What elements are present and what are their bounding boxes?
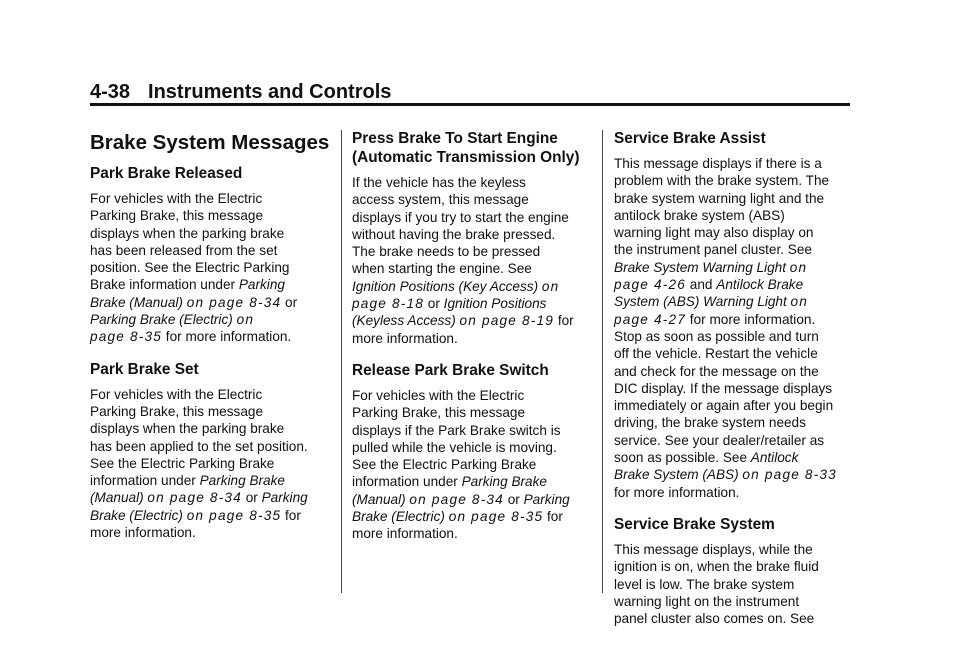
text-run: See the Electric Parking Brake xyxy=(352,457,537,473)
text-run: This message displays, while the xyxy=(614,541,813,557)
text-line xyxy=(614,610,854,627)
cross-reference: page 8-18 xyxy=(352,296,425,312)
text-line xyxy=(90,276,330,293)
text-run: when starting the engine. See xyxy=(352,261,532,277)
text-line xyxy=(614,345,854,362)
text-line xyxy=(614,466,854,483)
text-line xyxy=(90,311,330,328)
text-line xyxy=(614,207,854,224)
cross-reference: on xyxy=(236,312,255,328)
column-divider xyxy=(602,130,603,593)
text-line xyxy=(352,456,592,473)
text-line xyxy=(614,576,854,593)
text-line xyxy=(614,558,854,575)
text-line xyxy=(352,260,592,277)
text-line xyxy=(614,155,854,172)
text-line xyxy=(614,190,854,207)
text-run: information under xyxy=(352,474,462,490)
cross-reference: Brake System Warning Light xyxy=(614,259,790,275)
paragraph-release-park-brake-switch xyxy=(352,387,592,543)
paragraph-service-brake-system xyxy=(614,541,854,627)
text-run: for xyxy=(554,313,574,329)
text-line xyxy=(90,403,330,420)
text-run: for more information. xyxy=(162,329,292,345)
text-run: problem with the brake system. The xyxy=(614,173,830,189)
cross-reference: Antilock xyxy=(750,450,799,466)
text-line xyxy=(614,432,854,449)
text-run: or xyxy=(241,490,262,506)
paragraph-park-brake-released xyxy=(90,190,330,346)
text-line xyxy=(352,191,592,208)
text-run: Parking Brake, this message xyxy=(90,403,264,419)
text-run: access system, this message xyxy=(352,192,529,208)
text-line xyxy=(614,484,854,501)
cross-reference: Parking Brake xyxy=(199,473,285,489)
text-line xyxy=(614,259,854,276)
column-3 xyxy=(614,126,854,627)
cross-reference: on page 8-19 xyxy=(459,313,555,329)
text-line xyxy=(614,363,854,380)
text-line xyxy=(90,242,330,259)
text-run: more information. xyxy=(90,525,196,541)
text-line xyxy=(352,243,592,260)
text-run: for xyxy=(281,507,301,523)
heading-park-brake-released: Park Brake Released xyxy=(90,165,243,182)
text-line xyxy=(90,472,330,489)
paragraph-service-brake-assist xyxy=(614,155,854,501)
text-run: displays when the parking brake xyxy=(90,225,285,241)
text-run: or xyxy=(424,296,444,312)
cross-reference: on page 8-34 xyxy=(409,491,504,507)
cross-reference: on xyxy=(790,294,809,310)
heading-park-brake-set: Park Brake Set xyxy=(90,360,199,378)
cross-reference: Parking Brake xyxy=(461,474,547,490)
text-run: for more information. xyxy=(614,484,740,500)
text-run: has been applied to the set position. xyxy=(90,438,308,454)
text-line xyxy=(90,207,330,224)
text-line xyxy=(352,473,592,490)
text-line xyxy=(352,508,592,525)
text-run: level is low. The brake system xyxy=(614,576,795,592)
text-run: warning light on the instrument xyxy=(614,593,800,609)
text-line xyxy=(90,524,330,541)
text-line xyxy=(90,190,330,207)
text-line xyxy=(614,276,854,293)
header-rule xyxy=(90,103,850,106)
text-line xyxy=(352,226,592,243)
text-run: This message displays if there is a xyxy=(614,156,822,171)
text-run: pulled while the vehicle is moving. xyxy=(352,439,557,455)
text-line xyxy=(352,312,592,329)
text-run: for xyxy=(543,509,563,525)
text-run: service. See your dealer/retailer as xyxy=(614,432,825,448)
text-run: has been released from the set xyxy=(90,242,278,258)
cross-reference: (Keyless Access) xyxy=(352,313,460,329)
text-line xyxy=(352,491,592,508)
text-run: antilock brake system (ABS) xyxy=(614,207,785,223)
page-number: 4-38 xyxy=(90,81,131,103)
cross-reference: page 8-35 xyxy=(90,329,163,345)
text-run: off the vehicle. Restart the vehicle xyxy=(614,346,818,362)
text-run: without having the brake pressed. xyxy=(352,226,556,242)
text-line xyxy=(614,541,854,558)
text-run: For vehicles with the Electric xyxy=(90,191,263,206)
cross-reference: on xyxy=(541,278,560,294)
cross-reference: (Manual) xyxy=(352,491,410,507)
text-line xyxy=(90,386,330,403)
page-header xyxy=(90,80,391,104)
text-run: for more information. xyxy=(686,311,816,327)
text-run: See the Electric Parking Brake xyxy=(90,455,275,471)
text-run: panel cluster also comes on. See xyxy=(614,611,815,627)
paragraph-press-brake-to-start-engine xyxy=(352,174,592,347)
text-line xyxy=(352,422,592,439)
text-run: DIC display. If the message displays xyxy=(614,380,833,396)
cross-reference: Parking xyxy=(238,277,285,293)
text-run: For vehicles with the Electric xyxy=(352,387,525,403)
text-line xyxy=(614,397,854,414)
text-run: more information. xyxy=(352,526,458,542)
text-line xyxy=(352,209,592,226)
cross-reference: Brake System (ABS) xyxy=(614,467,743,483)
text-run: position. See the Electric Parking xyxy=(90,260,290,276)
text-run: immediately or again after you begin xyxy=(614,398,834,414)
text-run: information under xyxy=(90,473,200,489)
column-divider xyxy=(341,130,342,593)
text-line xyxy=(352,330,592,347)
text-line xyxy=(352,439,592,456)
text-line xyxy=(614,311,854,328)
cross-reference: System (ABS) Warning Light xyxy=(614,294,791,310)
text-line xyxy=(90,328,330,345)
text-line xyxy=(614,593,854,610)
text-run: If the vehicle has the keyless xyxy=(352,175,526,190)
cross-reference: Brake (Manual) xyxy=(90,294,187,310)
cross-reference: (Manual) xyxy=(90,490,148,506)
text-line xyxy=(352,174,592,191)
text-line xyxy=(90,507,330,524)
text-line xyxy=(352,387,592,404)
text-run: driving, the brake system needs xyxy=(614,415,806,431)
text-run: the instrument panel cluster. See xyxy=(614,242,812,258)
text-line xyxy=(614,224,854,241)
cross-reference: Ignition Positions (Key Access) xyxy=(352,278,542,294)
cross-reference: Parking xyxy=(261,490,308,506)
text-line xyxy=(90,294,330,311)
text-run: Parking Brake, this message xyxy=(90,208,264,224)
text-line xyxy=(352,278,592,295)
heading-line: (Automatic Transmission Only) xyxy=(352,149,580,166)
text-run: and xyxy=(686,277,717,293)
text-run: Parking Brake, this message xyxy=(352,405,526,421)
text-line xyxy=(614,328,854,345)
column-1 xyxy=(90,126,330,541)
text-line xyxy=(90,420,330,437)
cross-reference: on page 8-34 xyxy=(186,294,282,310)
text-line xyxy=(352,525,592,542)
heading-line: Press Brake To Start Engine xyxy=(352,130,558,147)
section-title: Brake System Messages xyxy=(90,131,330,154)
text-run: or xyxy=(281,294,298,310)
cross-reference: Parking xyxy=(523,491,570,507)
cross-reference: on page 8-34 xyxy=(147,490,242,506)
cross-reference: on xyxy=(789,259,808,275)
heading-service-brake-system: Service Brake System xyxy=(614,515,775,533)
chapter-title: Instruments and Controls xyxy=(148,81,392,103)
cross-reference: Ignition Positions xyxy=(443,296,547,312)
text-line xyxy=(90,259,330,276)
cross-reference: on page 8-35 xyxy=(448,509,544,525)
heading-service-brake-assist: Service Brake Assist xyxy=(614,130,766,147)
text-line xyxy=(90,225,330,242)
text-run: For vehicles with the Electric xyxy=(90,386,263,402)
text-line xyxy=(614,380,854,397)
text-line xyxy=(614,293,854,310)
cross-reference: on page 8-35 xyxy=(186,507,282,523)
text-run: and check for the message on the xyxy=(614,363,819,379)
text-line xyxy=(352,404,592,421)
cross-reference: on page 8-33 xyxy=(742,467,837,483)
text-run: The brake needs to be pressed xyxy=(352,244,541,260)
text-line xyxy=(614,414,854,431)
text-run: displays if you try to start the engine xyxy=(352,209,569,225)
text-run: or xyxy=(503,491,524,507)
text-line xyxy=(352,295,592,312)
text-run: displays if the Park Brake switch is xyxy=(352,422,561,438)
text-run: more information. xyxy=(352,330,458,346)
text-run: warning light may also display on xyxy=(614,225,814,241)
cross-reference: Brake (Electric) xyxy=(90,507,187,523)
text-line xyxy=(90,438,330,455)
cross-reference: Brake (Electric) xyxy=(352,509,449,525)
text-run: soon as possible. See xyxy=(614,450,751,466)
text-line xyxy=(614,449,854,466)
heading-release-park-brake-switch: Release Park Brake Switch xyxy=(352,361,549,379)
text-line xyxy=(90,489,330,506)
cross-reference: Antilock Brake xyxy=(716,277,804,293)
text-run: Stop as soon as possible and turn xyxy=(614,328,819,344)
text-run: ignition is on, when the brake fluid xyxy=(614,559,819,575)
column-2 xyxy=(352,126,592,543)
paragraph-park-brake-set xyxy=(90,386,330,542)
text-run: brake system warning light and the xyxy=(614,190,825,206)
text-line xyxy=(614,172,854,189)
heading-press-brake-to-start-engine xyxy=(352,129,592,167)
cross-reference: page 4-26 xyxy=(614,277,687,293)
text-line xyxy=(614,241,854,258)
cross-reference: page 4-27 xyxy=(614,311,687,327)
text-run: Brake information under xyxy=(90,277,239,293)
text-run: displays when the parking brake xyxy=(90,421,285,437)
cross-reference: Parking Brake (Electric) xyxy=(90,312,237,328)
text-line xyxy=(90,455,330,472)
